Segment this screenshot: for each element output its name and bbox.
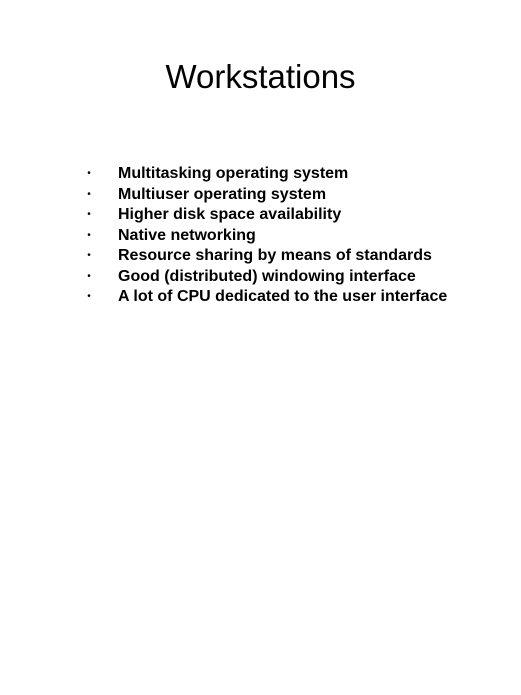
bullet-icon: • [87,209,91,220]
bullet-list [0,164,521,308]
bullet-text: Resource sharing by means of standards [118,247,432,264]
list-item [0,246,521,267]
bullet-icon: • [87,188,91,200]
list-item [0,164,521,185]
list-item [0,226,521,247]
list-item [0,267,521,288]
list-item [0,185,521,206]
bullet-icon: • [87,270,91,282]
bullet-text: Good (distributed) windowing interface [118,267,416,285]
bullet-icon: • [87,291,91,302]
bullet-icon: • [87,250,91,261]
bullet-text: Native networking [118,226,256,244]
bullet-text: Multitasking operating system [118,165,349,182]
bullet-icon: • [87,229,91,241]
bullet-text: Multiuser operating system [118,185,327,203]
bullet-icon: • [87,168,91,179]
bullet-text: Higher disk space availability [118,206,342,223]
list-item [0,287,521,308]
list-item [0,205,521,226]
slide-title: Workstations [165,58,356,95]
bullet-text: A lot of CPU dedicated to the user interface [118,288,448,305]
